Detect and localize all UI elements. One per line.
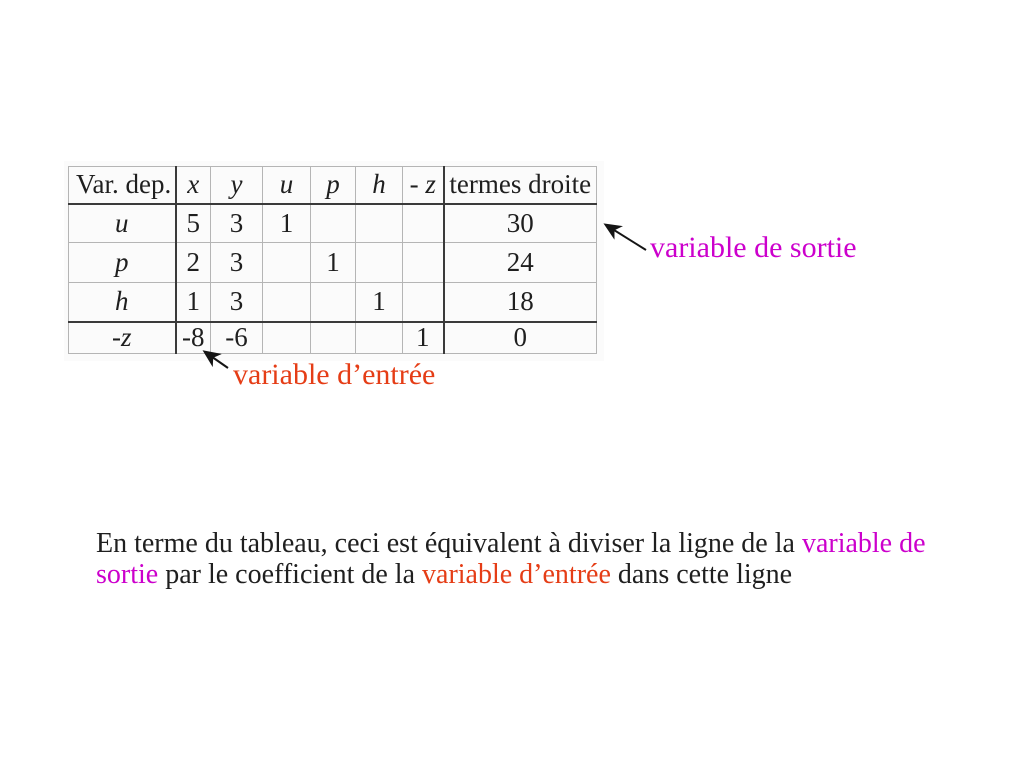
cell: -6 [211,322,263,354]
table-row-objective [69,322,597,354]
cell: -8 [176,322,211,354]
header-termes-droite: termes droite [444,167,597,204]
cell [403,204,444,243]
row-label: u [69,204,176,243]
header-var-dep: Var. dep. [69,167,176,204]
paragraph-variable-de: variable de [801,528,926,559]
cell [403,243,444,283]
cell-rhs: 0 [444,322,597,354]
table-row [69,283,597,322]
cell-rhs: 30 [444,204,597,243]
simplex-table-image [64,161,604,361]
row-label: p [69,243,176,283]
table-row [69,204,597,243]
cell: 3 [211,283,263,322]
cell [356,322,403,354]
table-header-row [69,167,597,204]
cell [311,283,356,322]
sortie-arrow [606,225,646,250]
header-y: y [211,167,263,204]
header-p: p [311,167,356,204]
cell: 1 [263,204,311,243]
paragraph-sortie: sortie [96,559,159,590]
sortie-callout-label: variable de sortie [650,231,857,264]
cell: 1 [403,322,444,354]
paragraph-text-black-1: En terme du tableau, ceci est équivalent à diviser la ligne de la [96,528,802,559]
header-x: x [176,167,211,204]
header-h: h [356,167,403,204]
row-label: h [69,283,176,322]
cell: 2 [176,243,211,283]
paragraph-text-black-3: dans cette ligne [610,559,793,590]
cell-rhs: 24 [444,243,597,283]
cell [356,243,403,283]
table-row [69,243,597,283]
paragraph-text-black-2: par le coefficient de la [158,559,423,590]
cell [263,322,311,354]
cell [263,283,311,322]
header-minus-z: - z [403,167,444,204]
cell: 1 [356,283,403,322]
cell [263,243,311,283]
cell [311,322,356,354]
cell [356,204,403,243]
cell [403,283,444,322]
cell: 3 [211,204,263,243]
explanation-paragraph [96,528,976,590]
cell: 1 [176,283,211,322]
paragraph-variable-entree: variable d’entrée [422,559,611,590]
entree-callout-label: variable d’entrée [233,358,436,391]
row-label: -z [69,322,176,354]
header-u: u [263,167,311,204]
simplex-table [68,166,597,354]
cell-rhs: 18 [444,283,597,322]
cell [311,204,356,243]
cell: 5 [176,204,211,243]
cell: 1 [311,243,356,283]
cell: 3 [211,243,263,283]
